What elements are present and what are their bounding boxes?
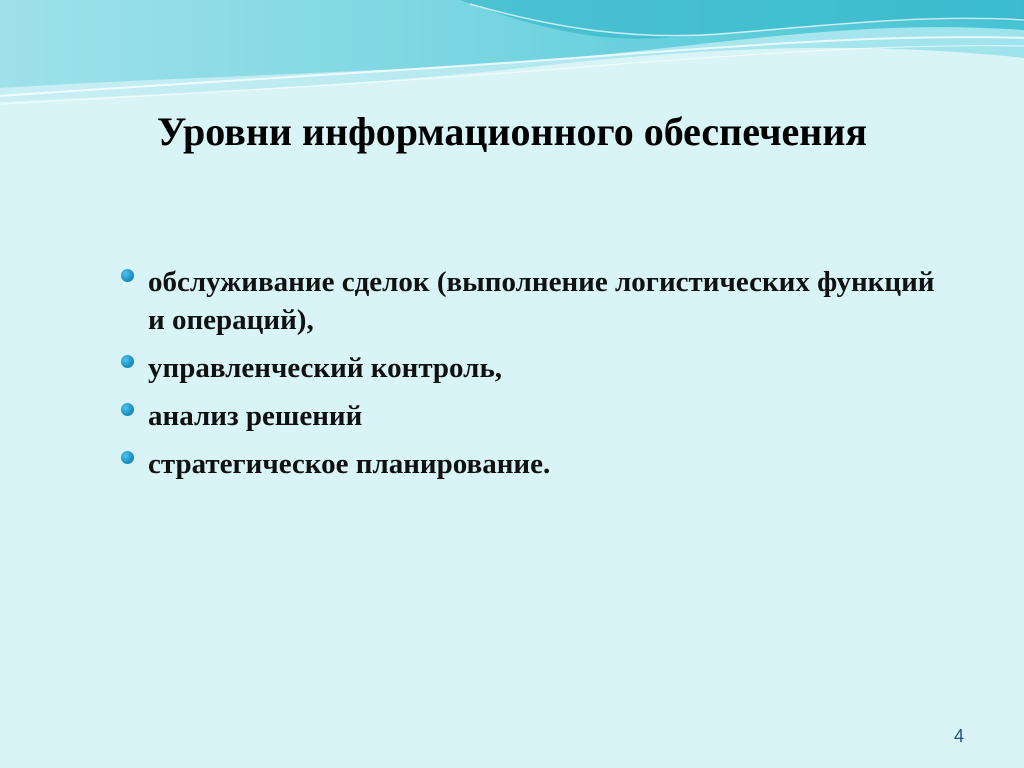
bullet-icon xyxy=(121,269,134,282)
bullet-icon xyxy=(121,403,134,416)
bullet-list xyxy=(118,263,948,493)
bullet-text: управленческий контроль, xyxy=(148,352,503,384)
bullet-icon xyxy=(121,355,134,368)
bullet-text: стратегическое планирование. xyxy=(148,448,551,480)
page-number: 4 xyxy=(953,726,964,746)
bullet-icon xyxy=(121,451,134,464)
list-item xyxy=(118,263,948,339)
slide-title: Уровни информационного обеспечения xyxy=(156,109,868,154)
bullet-text: обслуживание сделок (выполнение логистических функций и операций), xyxy=(148,266,935,336)
list-item xyxy=(118,397,948,435)
list-item xyxy=(118,349,948,387)
bullet-text: анализ решений xyxy=(148,400,363,432)
list-item xyxy=(118,445,948,483)
